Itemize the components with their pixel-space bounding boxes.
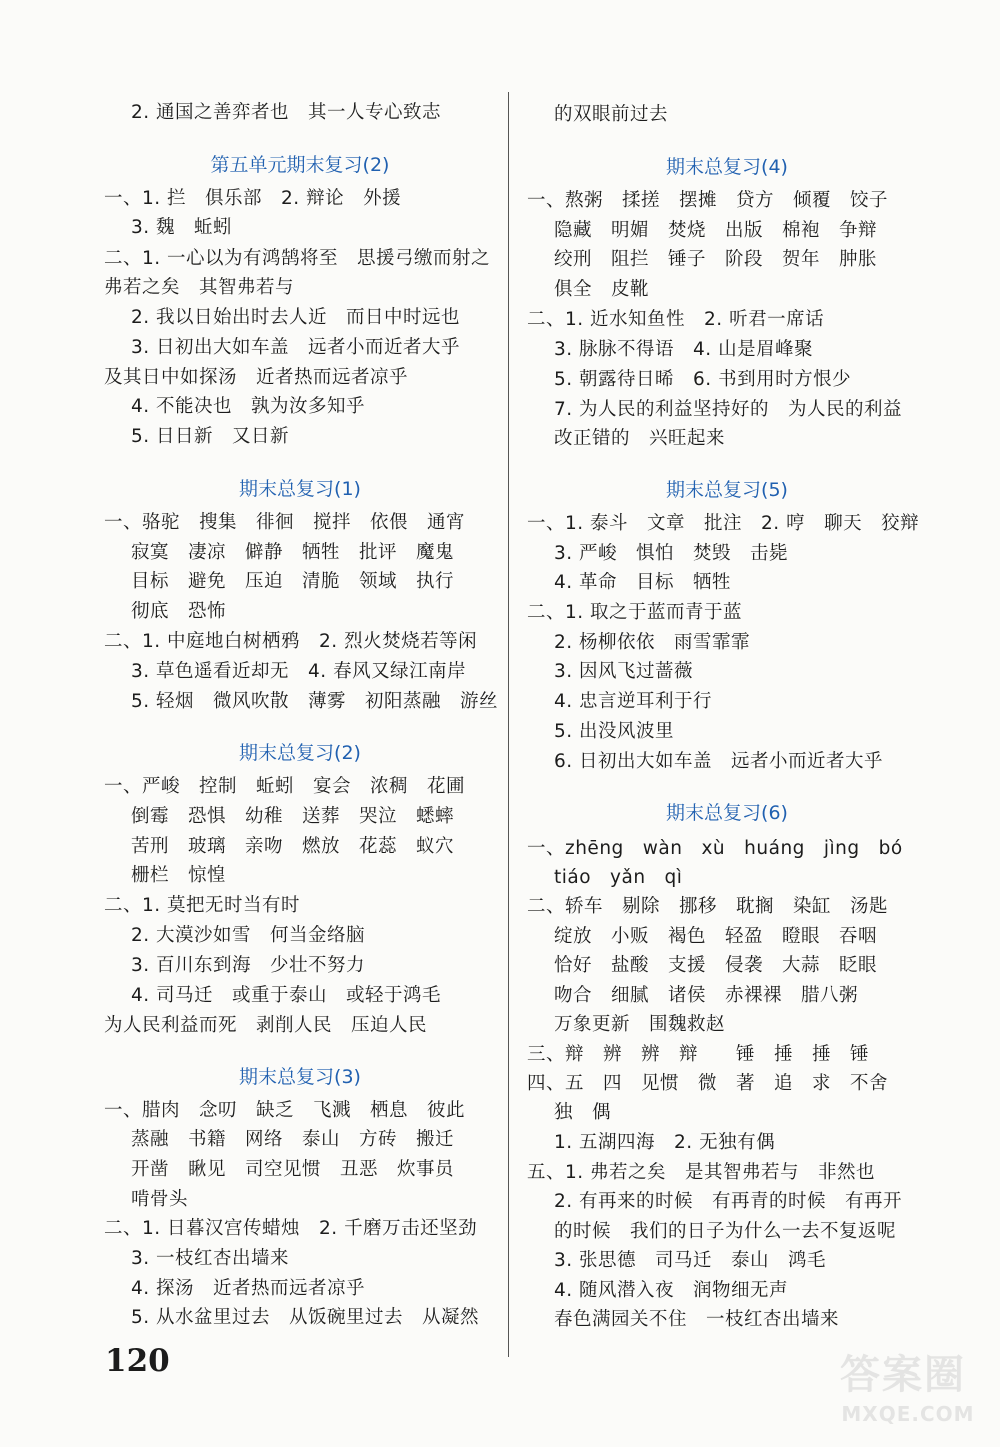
answer-line: 3. 张思德 司马迁 泰山 鸿毛 [554,1250,827,1271]
answer-line: 一、1. 拦 俱乐部 2. 辩论 外援 [104,188,402,209]
answer-line: 二、1. 取之于蓝而青于蓝 [527,602,743,623]
answer-line: 及其日中如探汤 近者热而远者凉乎 [104,367,409,388]
answer-line: 为人民利益而死 剥削人民 压迫人民 [104,1015,428,1036]
watermark-logo [828,1350,988,1440]
answer-line: 二、1. 莫把无时当有时 [104,895,301,916]
answer-line: 3. 一枝红杏出墙来 [131,1248,290,1269]
answer-line: tiáo yǎn qì [554,867,683,888]
answer-line: 绞刑 阻拦 锤子 阶段 贺年 肿胀 [554,249,878,270]
answer-line: 开凿 瞅见 司空见惯 丑恶 炊事员 [131,1159,455,1180]
answer-line: 苦刑 玻璃 亲吻 燃放 花蕊 蚁穴 [131,836,455,857]
answer-line: 俱全 皮靴 [554,279,650,300]
answer-line: 5. 朝露待日晞 6. 书到用时方恨少 [554,369,852,390]
answer-line: 三、辩 辨 辨 辩 锤 捶 捶 锤 [527,1044,870,1065]
answer-line: 春色满园关不住 一枝红杏出墙来 [554,1309,840,1330]
answer-line: 五、1. 弗若之矣 是其智弗若与 非然也 [527,1162,876,1183]
answer-line: 一、严峻 控制 蚯蚓 宴会 浓稠 花圃 [104,776,466,797]
answer-line: 吻合 细腻 诸侯 赤裸裸 腊八粥 [554,985,859,1006]
answer-line: 蒸融 书籍 网络 泰山 方砖 搬迁 [131,1129,455,1150]
answer-line: 3. 脉脉不得语 4. 山是眉峰聚 [554,339,814,360]
section-title: 期末总复习(3) [239,1066,361,1088]
answer-line: 一、腊肉 念叨 缺乏 飞溅 栖息 彼此 [104,1100,466,1121]
answer-line: 一、骆驼 搜集 徘徊 搅拌 依偎 通宵 [104,512,466,533]
answer-line: 隐藏 明媚 焚烧 出版 棉袍 争辩 [554,220,878,241]
answer-line: 独 偶 [554,1102,612,1123]
answer-line: 2. 我以日始出时去人近 而日中时远也 [131,307,461,328]
page-number: 120 [105,1343,170,1379]
section-title: 期末总复习(6) [666,802,788,824]
answer-line: 3. 魏 蚯蚓 [131,217,233,238]
answer-line: 4. 不能决也 孰为汝多知乎 [131,396,366,417]
answer-line: 2. 杨柳依依 雨雪霏霏 [554,632,751,653]
answer-line: 3. 日初出大如车盖 远者小而近者大乎 [131,337,461,358]
answer-line: 啃骨头 [131,1189,189,1210]
answer-line: 2. 大漠沙如雪 何当金络脑 [131,925,366,946]
answer-line: 5. 出没风波里 [554,721,675,742]
answer-line: 1. 五湖四海 2. 无独有偶 [554,1132,776,1153]
answer-line: 的时候 我们的日子为什么一去不复返呢 [554,1221,897,1242]
section-title: 第五单元期末复习(2) [210,154,390,176]
answer-line: 4. 司马迁 或重于泰山 或轻于鸿毛 [131,985,442,1006]
answer-line: 二、1. 近水知鱼性 2. 听君一席话 [527,309,825,330]
section-title: 期末总复习(5) [666,479,788,501]
answer-line: 5. 从水盆里过去 从饭碗里过去 从凝然 [131,1307,480,1328]
answer-line: 2. 有再来的时候 有再青的时候 有再开 [554,1191,903,1212]
answer-line: 4. 革命 目标 牺牲 [554,572,732,593]
column-divider [508,92,509,1357]
answer-line: 5. 日日新 又日新 [131,426,290,447]
section-title: 期末总复习(4) [666,156,788,178]
answer-line: 的双眼前过去 [554,104,669,125]
answer-line: 4. 探汤 近者热而远者凉乎 [131,1278,366,1299]
answer-line: 彻底 恐怖 [131,601,227,622]
answer-line: 二、1. 中庭地白树栖鸦 2. 烈火焚烧若等闲 [104,631,478,652]
answer-line: 一、zhēng wàn xù huáng jìng bó [527,838,903,859]
section-title: 期末总复习(1) [239,478,361,500]
answer-line: 5. 轻烟 微风吹散 薄雾 初阳蒸融 游丝 [131,691,499,712]
answer-line: 弗若之矣 其智弗若与 [104,277,295,298]
answer-line: 一、熬粥 揉搓 摆摊 贷方 倾覆 饺子 [527,190,889,211]
answer-line: 一、1. 泰斗 文章 批注 2. 哼 聊天 狡辩 [527,513,920,534]
section-title: 期末总复习(2) [239,742,361,764]
answer-line: 二、1. 日暮汉宫传蜡烛 2. 千磨万击还坚劲 [104,1218,478,1239]
answer-line: 二、轿车 剔除 挪移 耽搁 染缸 汤匙 [527,896,889,917]
answer-line: 倒霉 恐惧 幼稚 送葬 哭泣 蟋蟀 [131,806,455,827]
answer-line: 6. 日初出大如车盖 远者小而近者大乎 [554,751,884,772]
answer-line: 目标 避免 压迫 清脆 领域 执行 [131,571,455,592]
answer-line: 7. 为人民的利益坚持好的 为人民的利益 [554,399,903,420]
answer-line: 3. 百川东到海 少壮不努力 [131,955,366,976]
answer-line: 寂寞 凄凉 僻静 牺牲 批评 魔鬼 [131,542,455,563]
answer-line: 栅栏 惊惶 [131,865,227,886]
answer-line: 4. 随风潜入夜 润物细无声 [554,1280,789,1301]
answer-line: 4. 忠言逆耳利于行 [554,691,713,712]
answer-line: 绽放 小贩 褐色 轻盈 瞪眼 吞咽 [554,926,878,947]
answer-line: 四、五 四 见惯 微 著 追 求 不舍 [527,1073,889,1094]
answer-line: 二、1. 一心以为有鸿鹄将至 思援弓缴而射之 [104,248,491,269]
answer-line: 改正错的 兴旺起来 [554,428,726,449]
answer-line: 3. 因风飞过蔷薇 [554,661,694,682]
answer-line: 恰好 盐酸 支援 侵袭 大蒜 眨眼 [554,955,878,976]
watermark-url: MXQE.COM [841,1402,975,1426]
watermark-logo-text: 答案圈 [840,1352,966,1398]
answer-line: 3. 严峻 惧怕 焚毁 击毙 [554,543,789,564]
answer-line: 2. 通国之善弈者也 其一人专心致志 [131,102,442,123]
answer-line: 万象更新 围魏救赵 [554,1014,726,1035]
answer-line: 3. 草色遥看近却无 4. 春风又绿江南岸 [131,661,467,682]
